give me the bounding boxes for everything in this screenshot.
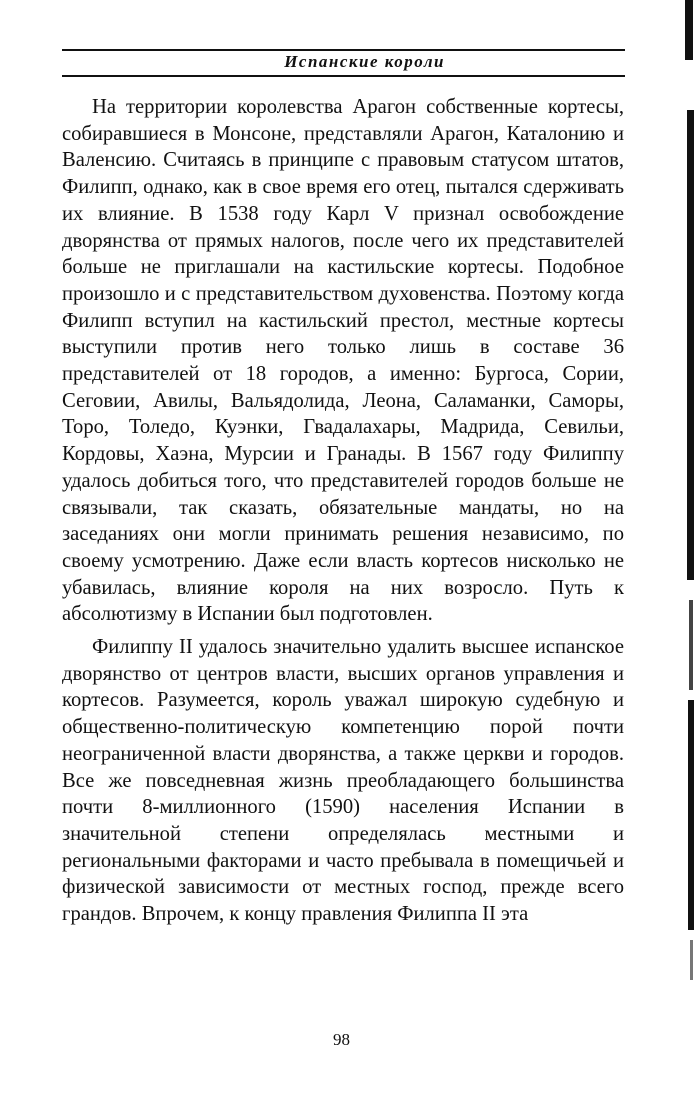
header-rule-bottom <box>62 75 625 77</box>
running-head: Испанские короли <box>284 52 445 71</box>
running-head-container <box>62 51 625 73</box>
page-number-container <box>0 1030 695 1050</box>
body-text <box>62 94 624 928</box>
paragraph-2: Филиппу II удалось значительно удалить высшее испанское дворянство от центров власти, высших органов управления и кортесов. Разумеется, король уважал широкую судебную и общественно-политическую компетенцию порой почти неограниченной власти дворянства, а также церкви и городов. Все же повседневная жизнь преобладающего большинства почти 8-миллионного (1590) населения Испании в значительной степени определялась местными и региональными факторами и часто пребывала в помещичьей и физической зависимости от местных господ, прежде всего грандов. Впрочем, к концу правления Филиппа II эта <box>62 636 624 926</box>
page-number: 98 <box>333 1030 350 1049</box>
paragraph-1: На территории королевства Арагон собственные кортесы, собиравшиеся в Монсоне, представляли Арагон, Каталонию и Валенсию. Считаясь в принципе с правовым статусом штатов, Филипп, однако, как в свое время его отец, пытался сдерживать их влияние. В 1538 году Карл V признал освобождение дворянства от прямых налогов, после чего их представителей больше не приглашали на кастильские кортесы. Подобное произошло и с представительством духовенства. Поэтому когда Филипп вступил на кастильский престол, местные кортесы выступили против него только лишь в составе 36 представителей от 18 городов, а именно: Бургоса, Сории, Сеговии, Авилы, Вальядолида, Леона, Саламанки, Саморы, Торо, Толедо, Куэнки, Гвадалахары, Мадрида, Севильи, Кордовы, Хаэна, Мурсии и Гранады. В 1567 году Филиппу удалось добиться того, что представителей городов больше не связывали, так сказать, обязательные мандаты, но на заседаниях они могли принимать решения независимо, по своему усмотрению. Даже если власть кортесов нисколько не убавилась, влияние короля на них возросло. Путь к абсолютизму в Испании был подготовлен. <box>62 96 624 626</box>
page-edge-scan-shadow <box>681 0 695 1094</box>
